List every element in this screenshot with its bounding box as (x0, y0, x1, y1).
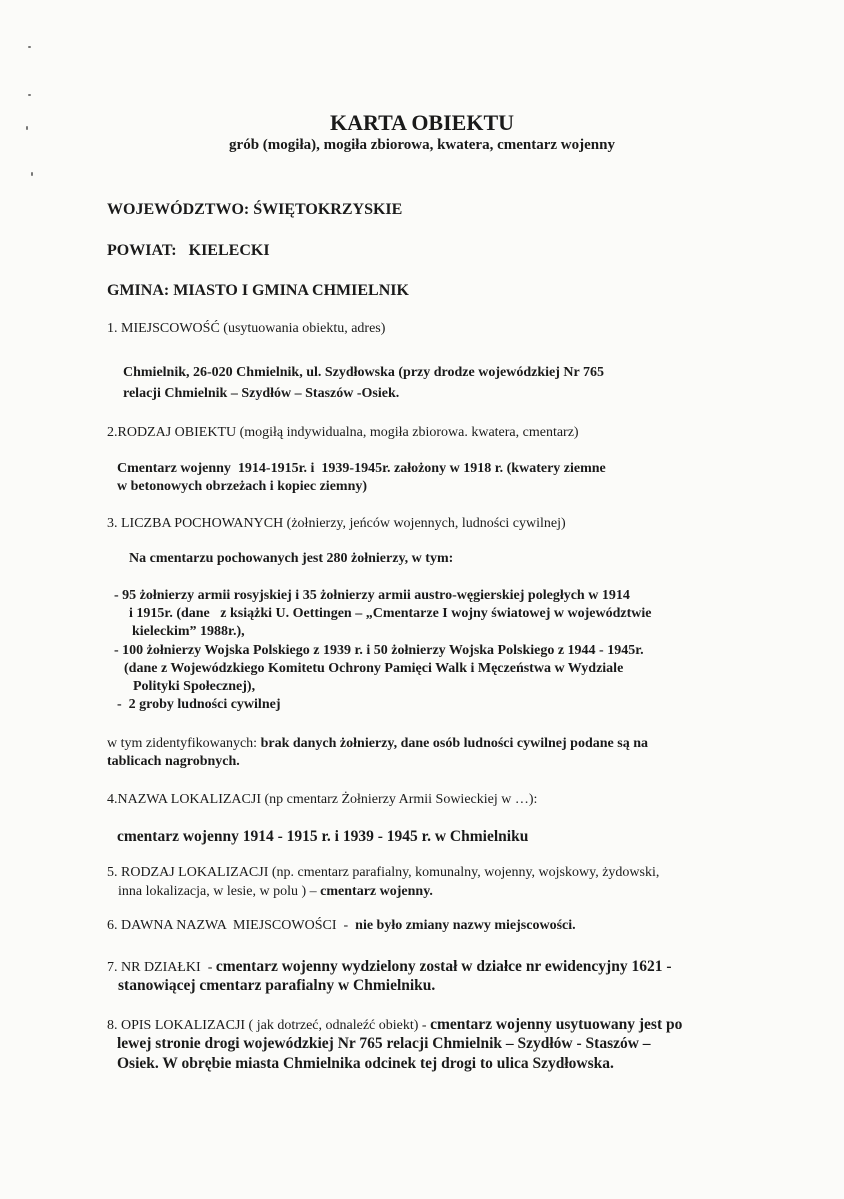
section-3-line: - 95 żołnierzy armii rosyjskiej i 35 żołnierzy armii austro-węgierskiej poległych w 1914 (114, 588, 630, 603)
section-5-line1: 5. RODZAJ LOKALIZACJI (np. cmentarz parafialny, komunalny, wojenny, wojskowy, żydowski, (107, 865, 660, 880)
section-3-label: 3. LICZBA POCHOWANYCH (żołnierzy, jeńców wojennych, ludności cywilnej) (107, 516, 566, 531)
section-7-prefix: 7. NR DZIAŁKI - (107, 960, 216, 975)
section-1-value-line: Chmielnik, 26-020 Chmielnik, ul. Szydłowska (przy drodze wojewódzkiej Nr 765 (123, 365, 604, 380)
gmina-field: GMINA: MIASTO I GMINA CHMIELNIK (107, 282, 409, 299)
identified-line (107, 736, 648, 752)
section-1-value-line: relacji Chmielnik – Szydłów – Staszów -Osiek. (123, 386, 400, 401)
section-4-value: cmentarz wojenny 1914 - 1915 r. i 1939 - 1945 r. w Chmielniku (117, 828, 529, 845)
section-4-label: 4.NAZWA LOKALIZACJI (np cmentarz Żołnierzy Armii Sowieckiej w …): (107, 792, 538, 807)
section-3-line: - 2 groby ludności cywilnej (117, 697, 281, 712)
identified-value: brak danych żołnierzy, dane osób ludności cywilnej podane są na (260, 736, 648, 751)
section-5-line2 (118, 884, 433, 900)
section-8-line (107, 1016, 682, 1034)
section-3-line: - 100 żołnierzy Wojska Polskiego z 1939 r. i 50 żołnierzy Wojska Polskiego z 1944 - 1945r. (114, 643, 644, 658)
scan-speck (28, 94, 31, 96)
section-7-line (107, 958, 671, 976)
section-3-line: kieleckim” 1988r.), (132, 624, 245, 639)
section-6-value: nie było zmiany nazwy miejscowości. (355, 918, 576, 933)
section-8-prefix: 8. OPIS LOKALIZACJI ( jak dotrzeć, odnaleźć obiekt) - (107, 1018, 431, 1033)
wojewodztwo-field: WOJEWÓDZTWO: ŚWIĘTOKRZYSKIE (107, 201, 403, 218)
section-3-line: (dane z Wojewódzkiego Komitetu Ochrony Pamięci Walk i Męczeństwa w Wydziale (124, 661, 624, 676)
section-2-label: 2.RODZAJ OBIEKTU (mogiłą indywidualna, mogiła zbiorowa. kwatera, cmentarz) (107, 425, 579, 440)
document-subtitle: grób (mogiła), mogiła zbiorowa, kwatera, cmentarz wojenny (229, 137, 615, 153)
section-6-prefix: 6. DAWNA NAZWA MIEJSCOWOŚCI - (107, 918, 356, 933)
section-5-value: cmentarz wojenny. (320, 884, 433, 899)
section-1-label: 1. MIEJSCOWOŚĆ (usytuowania obiektu, adres) (107, 321, 386, 336)
section-3-line: Polityki Społecznej), (133, 679, 256, 694)
powiat-field: POWIAT: KIELECKI (107, 242, 270, 259)
identified-value-line2: tablicach nagrobnych. (107, 754, 240, 769)
identified-prefix: w tym zidentyfikowanych: (107, 736, 261, 751)
section-8-value: cmentarz wojenny usytuowany jest po (430, 1016, 683, 1033)
section-8-line2: lewej stronie drogi wojewódzkiej Nr 765 relacji Chmielnik – Szydłów - Staszów – (117, 1035, 651, 1052)
section-7-value: cmentarz wojenny wydzielony został w działce nr ewidencyjny 1621 - (215, 958, 672, 975)
scan-speck (28, 46, 31, 48)
section-6-line (107, 918, 576, 934)
section-2-value-line: Cmentarz wojenny 1914-1915r. i 1939-1945r. założony w 1918 r. (kwatery ziemne (117, 461, 606, 476)
section-3-line: i 1915r. (dane z książki U. Oettingen – „Cmentarze I wojny światowej w województwie (129, 606, 652, 621)
section-8-line3: Osiek. W obrębie miasta Chmielnika odcinek tej drogi to ulica Szydłowska. (117, 1055, 614, 1072)
section-2-value-line: w betonowych obrzeżach i kopiec ziemny) (117, 479, 368, 494)
section-5-prefix: inna lokalizacja, w lesie, w polu ) – (118, 884, 321, 899)
document-title: KARTA OBIEKTU (329, 110, 515, 135)
scan-speck (31, 172, 33, 176)
section-3-intro: Na cmentarzu pochowanych jest 280 żołnierzy, w tym: (129, 551, 454, 566)
section-7-line2: stanowiącej cmentarz parafialny w Chmielniku. (118, 977, 436, 994)
